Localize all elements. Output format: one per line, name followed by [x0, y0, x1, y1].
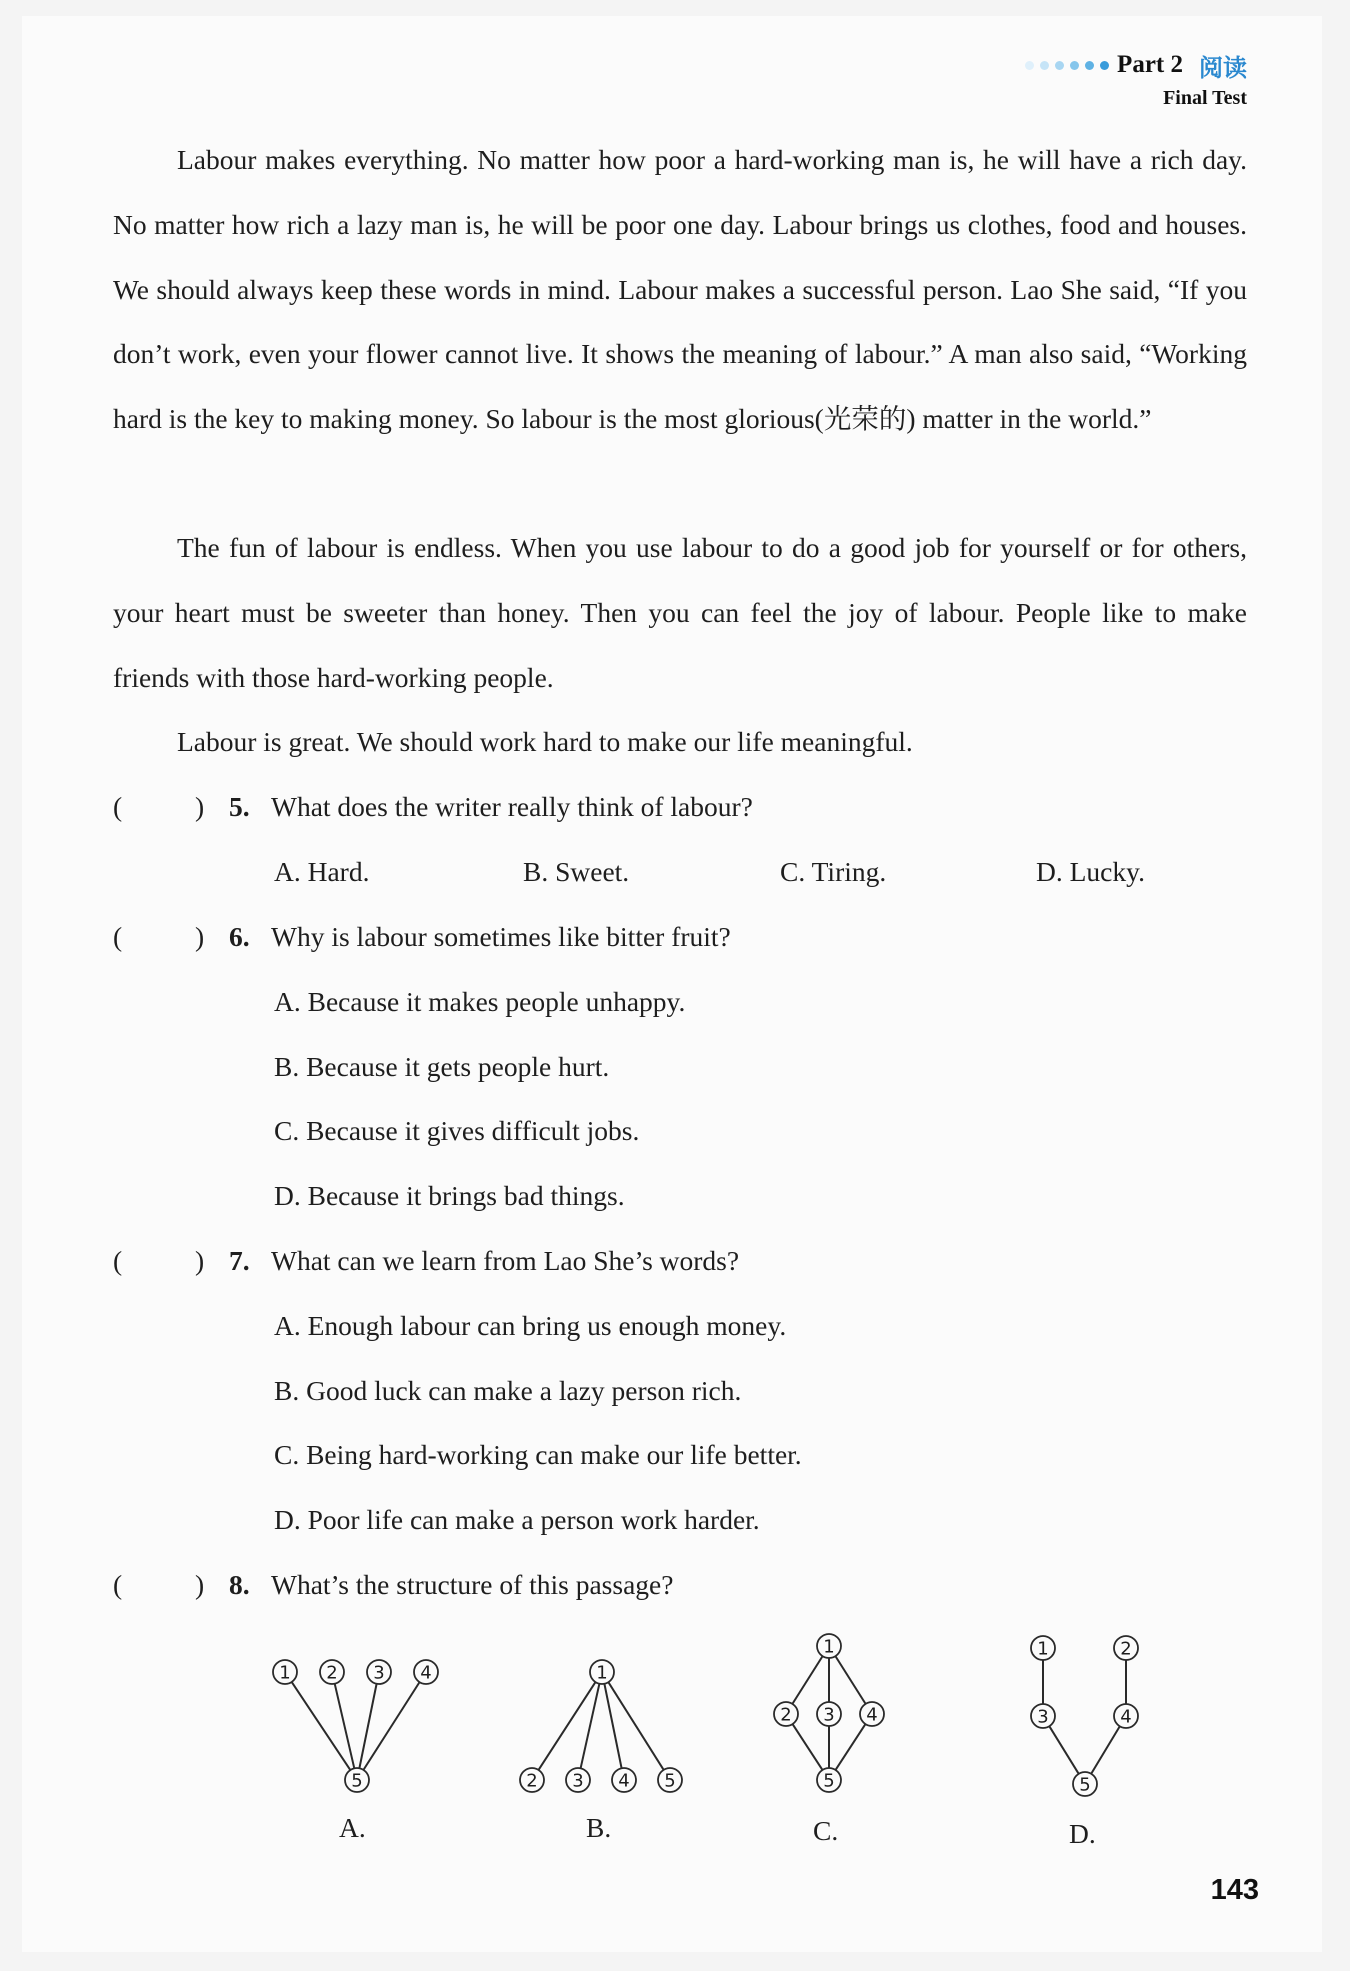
option-6d: D. Because it brings bad things.	[274, 1180, 625, 1211]
svg-text:1: 1	[596, 1662, 608, 1684]
diagram-b-node	[658, 1768, 682, 1792]
dot-icon	[1055, 61, 1064, 70]
diagram-a-node	[345, 1768, 369, 1792]
diagram-label-a: A.	[339, 1812, 366, 1843]
diagram-a-edge	[359, 1684, 376, 1768]
diagram-c-node	[817, 1634, 841, 1658]
svg-text:4: 4	[1120, 1706, 1132, 1728]
diagram-b-node	[520, 1768, 544, 1792]
diagram-label-c: C.	[813, 1815, 839, 1846]
section-subtitle: Final Test	[1163, 87, 1247, 109]
option-7b: B. Good luck can make a lazy person rich.	[274, 1375, 742, 1406]
option-7c: C. Being hard-working can make our life better.	[274, 1439, 802, 1470]
dot-icon	[1025, 61, 1034, 70]
svg-text:3: 3	[1037, 1706, 1049, 1728]
diagram-d-node	[1114, 1704, 1138, 1728]
question-number: 5.	[229, 791, 250, 822]
svg-text:5: 5	[664, 1770, 676, 1792]
answer-paren-open: (	[113, 791, 123, 822]
svg-text:5: 5	[1079, 1774, 1091, 1796]
svg-text:1: 1	[1037, 1638, 1049, 1660]
diagram-b-edge	[539, 1682, 596, 1770]
svg-text:3: 3	[373, 1662, 385, 1684]
part-label: Part 2	[1117, 51, 1183, 78]
diagram-label-b: B.	[586, 1812, 612, 1843]
svg-text:3: 3	[823, 1704, 835, 1726]
option-7d: D. Poor life can make a person work harder.	[274, 1504, 760, 1535]
diagram-c-edge	[792, 1656, 822, 1704]
structure-diagrams	[0, 1630, 1350, 1890]
diagram-a-edge	[363, 1682, 419, 1770]
diagram-a-node	[273, 1660, 297, 1684]
diagram-d-node	[1031, 1704, 1055, 1728]
diagram-a-node	[367, 1660, 391, 1684]
passage-paragraph-2: The fun of labour is endless. When you use labour to do a good job for yourself or for others, your heart must be sweeter than honey. Then you can feel the joy of labour. People like to make friends with those hard-working people.	[113, 532, 1247, 693]
option-5d: D. Lucky.	[1036, 856, 1145, 887]
svg-text:1: 1	[823, 1636, 835, 1658]
decorative-dots	[1025, 61, 1109, 70]
diagram-a-edge	[292, 1682, 351, 1770]
diagram-c-node	[817, 1768, 841, 1792]
passage-paragraph-3: Labour is great. We should work hard to make our life meaningful.	[177, 726, 913, 757]
option-7a: A. Enough labour can bring us enough money.	[274, 1310, 787, 1341]
question-text: Why is labour sometimes like bitter fruit?	[271, 921, 731, 952]
diagram-a-node	[414, 1660, 438, 1684]
question-text: What does the writer really think of labour?	[271, 791, 753, 822]
diagram-d-node	[1114, 1636, 1138, 1660]
option-5c: C. Tiring.	[780, 856, 887, 887]
diagram-c-edge	[835, 1656, 865, 1704]
answer-paren-close: )	[195, 791, 205, 822]
diagram-b-edge	[581, 1684, 600, 1769]
svg-text:1: 1	[279, 1662, 291, 1684]
diagram-c-node	[774, 1702, 798, 1726]
diagram-d-edge	[1049, 1726, 1078, 1774]
diagram-b-node	[612, 1768, 636, 1792]
diagram-c-edge	[836, 1724, 866, 1770]
diagram-a-edge	[335, 1684, 355, 1769]
diagram-c-node	[860, 1702, 884, 1726]
passage-paragraph-1: Labour makes everything. No matter how poor a hard-working man is, he will have a rich day. No matter how rich a lazy man is, he will be poor one day. Labour brings us clothes, food and houses. We should always keep these words in mind. Labour makes a successful person. Lao She said, “If you don’t work, even your flower cannot live. It shows the meaning of labour.” A man also said, “Working hard is the key to making money. So labour is the most glorious(光荣的) matter in the world.”	[113, 144, 1247, 435]
answer-paren-open: (	[113, 1245, 123, 1276]
diagram-b-edge	[608, 1682, 663, 1770]
question-number: 6.	[229, 921, 250, 952]
diagram-d-node	[1031, 1636, 1055, 1660]
svg-text:5: 5	[351, 1770, 363, 1792]
svg-text:2: 2	[780, 1704, 792, 1726]
diagram-b-edge	[604, 1684, 621, 1768]
answer-paren-close: )	[195, 921, 205, 952]
answer-paren-close: )	[195, 1569, 205, 1600]
option-6a: A. Because it makes people unhappy.	[274, 986, 686, 1017]
dot-icon	[1070, 61, 1079, 70]
svg-text:4: 4	[866, 1704, 878, 1726]
option-6c: C. Because it gives difficult jobs.	[274, 1115, 640, 1146]
svg-text:2: 2	[326, 1662, 338, 1684]
question-number: 8.	[229, 1569, 250, 1600]
diagram-label-d: D.	[1069, 1818, 1096, 1849]
answer-paren-close: )	[195, 1245, 205, 1276]
diagram-d-node	[1073, 1772, 1097, 1796]
question-number: 7.	[229, 1245, 250, 1276]
dot-icon	[1085, 61, 1094, 70]
question-text: What’s the structure of this passage?	[271, 1569, 674, 1600]
answer-paren-open: (	[113, 1569, 123, 1600]
page-number: 143	[1210, 1874, 1259, 1906]
svg-text:3: 3	[572, 1770, 584, 1792]
svg-text:2: 2	[1120, 1638, 1132, 1660]
dot-icon	[1040, 61, 1049, 70]
dot-icon	[1100, 61, 1109, 70]
option-6b: B. Because it gets people hurt.	[274, 1051, 610, 1082]
svg-text:2: 2	[526, 1770, 538, 1792]
option-5a: A. Hard.	[274, 856, 370, 887]
diagram-c-node	[817, 1702, 841, 1726]
diagram-b-node	[566, 1768, 590, 1792]
diagram-d-edge	[1091, 1726, 1120, 1773]
question-text: What can we learn from Lao She’s words?	[271, 1245, 740, 1276]
svg-text:4: 4	[618, 1770, 630, 1792]
option-5b: B. Sweet.	[523, 856, 630, 887]
page-header	[1025, 47, 1247, 110]
svg-text:4: 4	[420, 1662, 432, 1684]
section-title: 阅读	[1199, 53, 1247, 82]
svg-text:5: 5	[823, 1770, 835, 1792]
diagram-b-node	[590, 1660, 614, 1684]
answer-paren-open: (	[113, 921, 123, 952]
diagram-a-node	[320, 1660, 344, 1684]
diagram-c-edge	[793, 1724, 823, 1770]
